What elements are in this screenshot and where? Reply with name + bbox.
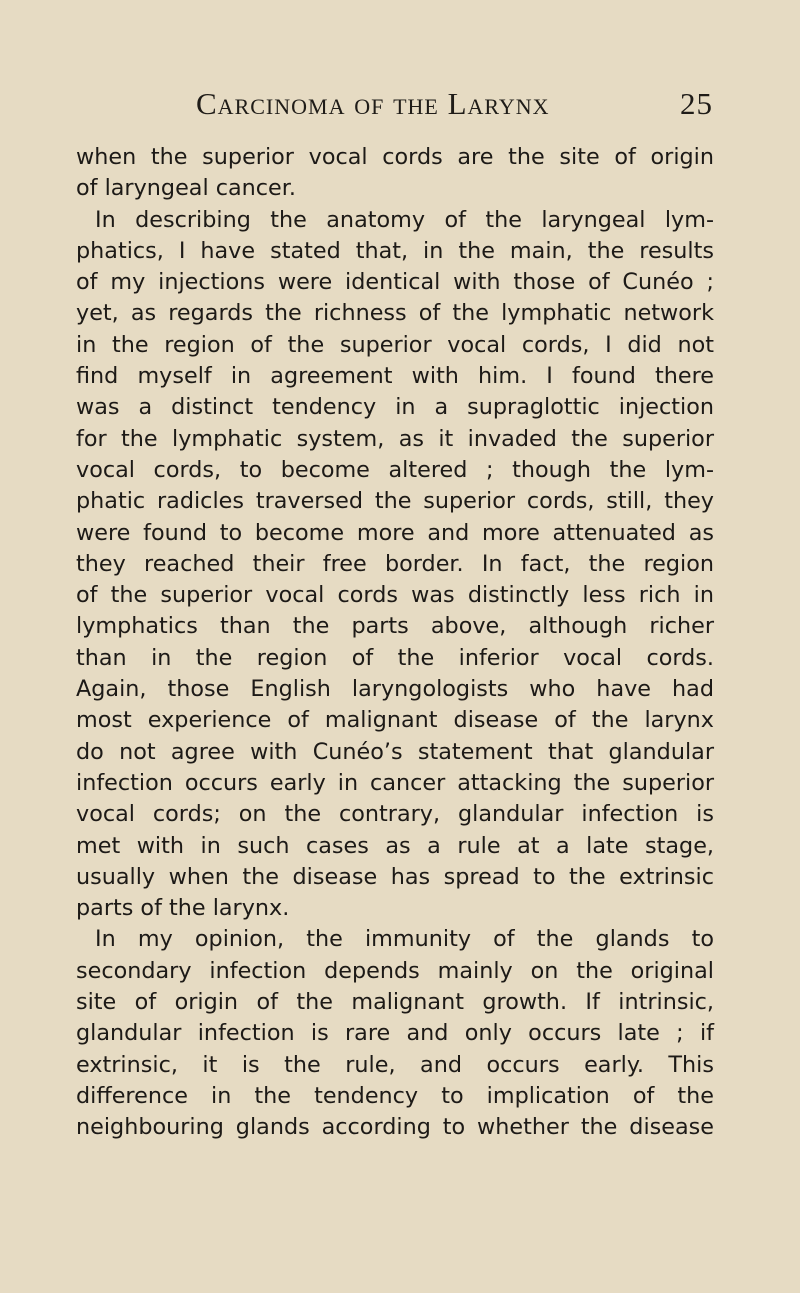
text-line: Again, those English laryngologists who have had [76, 676, 714, 703]
text-line: of laryngeal cancer. [76, 175, 296, 202]
text-line: of the superior vocal cords was distinctly less rich in [76, 582, 714, 609]
text-line: neighbouring glands according to whether the disease [76, 1114, 714, 1141]
text-line: vocal cords, to become altered ; though the lym- [76, 456, 714, 483]
page-number: 25 [680, 86, 713, 121]
text-line: do not agree with Cunéo’s statement that glandular [76, 738, 714, 765]
text-line: extrinsic, it is the rule, and occurs early. This [76, 1051, 714, 1078]
text-line: In describing the anatomy of the laryngeal lym- [95, 206, 714, 233]
text-line: glandular infection is rare and only occurs late ; if [76, 1020, 714, 1047]
text-line: find myself in agreement with him. I found there [76, 363, 714, 390]
text-line: yet, as regards the richness of the lymphatic network [76, 300, 714, 327]
text-line: parts of the larynx. [76, 895, 290, 922]
text-line: than in the region of the inferior vocal cords. [76, 644, 714, 671]
text-line: in the region of the superior vocal cords, I did not [76, 331, 714, 358]
text-line: phatics, I have stated that, in the main, the results [76, 237, 714, 264]
text-line: difference in the tendency to implication of the [76, 1082, 714, 1109]
text-line: site of origin of the malignant growth. If intrinsic, [76, 989, 714, 1016]
text-line: most experience of malignant disease of the larynx [76, 707, 714, 734]
text-line: infection occurs early in cancer attacking the superior [76, 769, 714, 796]
text-line: lymphatics than the parts above, although richer [76, 613, 714, 640]
running-head-title: Carcinoma of the Larynx [196, 86, 550, 121]
running-head [196, 86, 716, 126]
text-line: met with in such cases as a rule at a late stage, [76, 832, 714, 859]
text-line: for the lymphatic system, as it invaded the superior [76, 425, 714, 452]
text-line: was a distinct tendency in a supraglottic injection [76, 394, 714, 421]
body-text [76, 142, 714, 1144]
text-line: In my opinion, the immunity of the glands to [95, 926, 714, 953]
text-line: they reached their free border. In fact, the region [76, 550, 714, 577]
text-line: when the superior vocal cords are the site of origin [76, 144, 714, 170]
text-line: were found to become more and more attenuated as [76, 519, 714, 546]
text-line: vocal cords; on the contrary, glandular infection is [76, 801, 714, 828]
text-line: secondary infection depends mainly on the original [76, 957, 714, 984]
text-line: of my injections were identical with those of Cunéo ; [76, 269, 714, 296]
text-line: phatic radicles traversed the superior cords, still, they [76, 488, 714, 515]
text-line: usually when the disease has spread to the extrinsic [76, 863, 714, 890]
